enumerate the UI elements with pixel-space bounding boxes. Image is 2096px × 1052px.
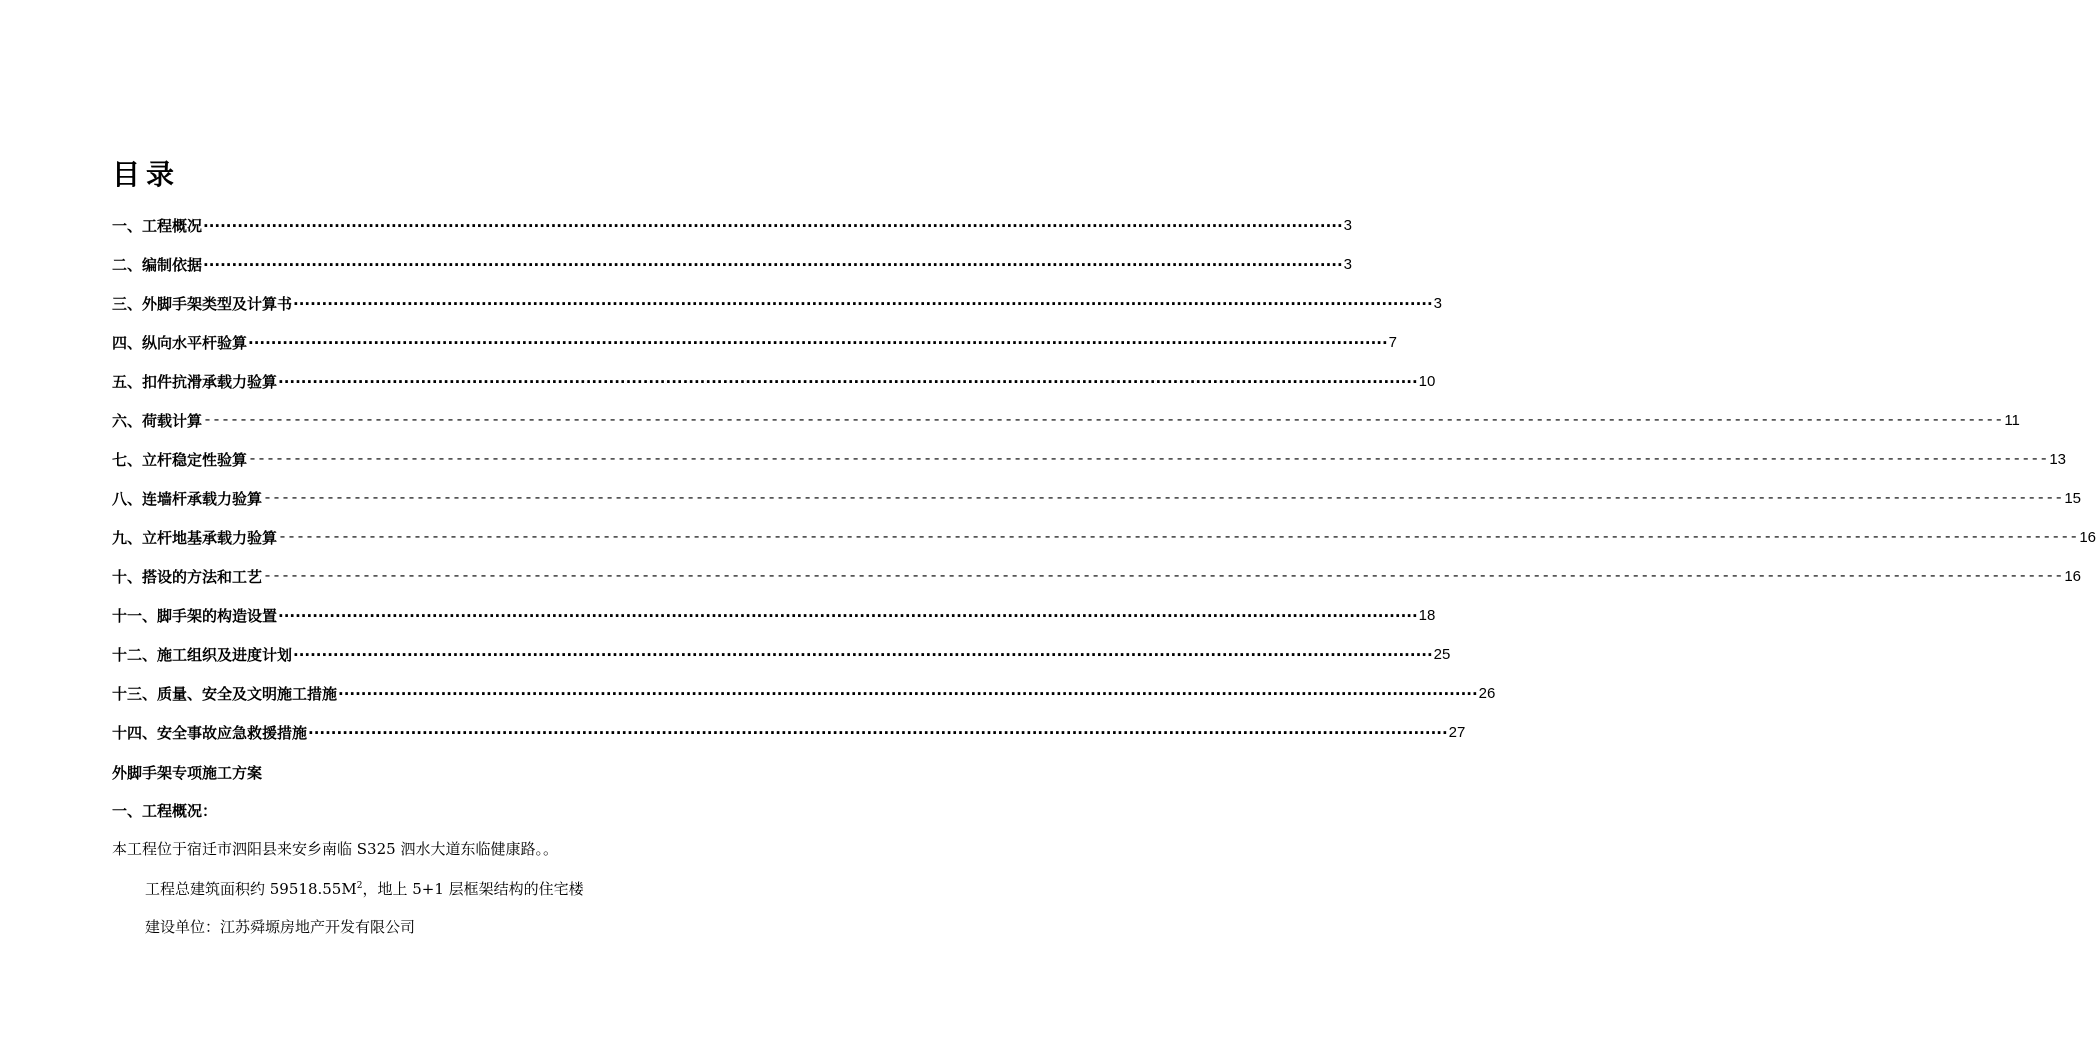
toc-entry[interactable] xyxy=(112,522,2096,548)
toc-leader: ········································································································································································································ xyxy=(308,724,1448,742)
toc-leader: ········································································································································································································ xyxy=(293,295,1433,313)
toc-entry-title: 十四、安全事故应急救援措施 xyxy=(112,724,308,742)
toc-entry-title: 十三、质量、安全及文明施工措施 xyxy=(112,685,338,703)
toc-entry-title: 四、纵向水平杆验算 xyxy=(112,334,248,352)
paragraph-location: 本工程位于宿迁市泗阳县来安乡南临 S325 泗水大道东临健康路。。 xyxy=(112,840,558,858)
toc-page-number: 3 xyxy=(1343,217,1353,234)
toc-heading: 目录 xyxy=(112,158,181,191)
superscript-unit: 2 xyxy=(356,881,363,891)
toc-entry[interactable] xyxy=(112,717,1466,743)
toc-leader: ········································································································································································································ xyxy=(203,256,1343,274)
toc-entry-title: 十、搭设的方法和工艺 xyxy=(112,568,263,586)
toc-entry[interactable] xyxy=(112,639,1451,665)
toc-page-number: 25 xyxy=(1433,646,1451,663)
paragraph-area-prefix: 工程总建筑面积约 59518.55M xyxy=(145,880,357,898)
toc-leader: ········································································································································································································ xyxy=(278,607,1418,625)
toc-leader: ········································································································································································································ xyxy=(293,646,1433,664)
toc-leader: -------------------------------------------------------------------------------------------------------------------------------------------------------------------------------------------------------- xyxy=(248,451,2049,468)
paragraph-builder: 建设单位：江苏舜塬房地产开发有限公司 xyxy=(145,918,416,936)
toc-entry-title: 三、外脚手架类型及计算书 xyxy=(112,295,293,313)
toc-entry-title: 五、扣件抗滑承载力验算 xyxy=(112,373,278,391)
toc-entry-title: 八、连墙杆承载力验算 xyxy=(112,490,263,508)
toc-entry[interactable] xyxy=(112,366,1436,392)
toc-entry-title: 十一、脚手架的构造设置 xyxy=(112,607,278,625)
toc-entry[interactable] xyxy=(112,483,2081,509)
toc-entry[interactable] xyxy=(112,678,1496,704)
toc-page-number: 10 xyxy=(1418,373,1436,390)
toc-entry[interactable] xyxy=(112,327,1398,353)
toc-leader: ········································································································································································································ xyxy=(248,334,1388,352)
toc-leader: ········································································································································································································ xyxy=(278,373,1418,391)
toc-entry-title: 二、编制依据 xyxy=(112,256,203,274)
toc-page-number: 3 xyxy=(1343,256,1353,273)
document-title: 外脚手架专项施工方案 xyxy=(112,764,263,782)
toc-page-number: 26 xyxy=(1478,685,1496,702)
toc-page-number: 16 xyxy=(2064,568,2081,585)
toc-page-number: 18 xyxy=(1418,607,1436,624)
toc-entry[interactable] xyxy=(112,288,1443,314)
section-heading-overview: 一、工程概况： xyxy=(112,802,218,820)
toc-entry-title: 七、立杆稳定性验算 xyxy=(112,451,248,469)
toc-page-number: 3 xyxy=(1433,295,1443,312)
toc-entry-title: 一、工程概况 xyxy=(112,217,203,235)
toc-leader: ········································································································································································································ xyxy=(203,217,1343,235)
toc-page-number: 15 xyxy=(2064,490,2081,507)
paragraph-area-suffix: ，地上 5+1 层框架结构的住宅楼 xyxy=(362,880,584,898)
toc-page-number: 7 xyxy=(1388,334,1398,351)
toc-leader: -------------------------------------------------------------------------------------------------------------------------------------------------------------------------------------------------------- xyxy=(263,568,2064,585)
toc-entry-title: 六、荷载计算 xyxy=(112,412,203,430)
toc-entry[interactable] xyxy=(112,600,1436,626)
toc-entry-title: 十二、施工组织及进度计划 xyxy=(112,646,293,664)
toc-page-number: 11 xyxy=(2004,412,2020,429)
toc-entry[interactable] xyxy=(112,405,2020,431)
toc-leader: -------------------------------------------------------------------------------------------------------------------------------------------------------------------------------------------------------- xyxy=(278,529,2079,546)
toc-leader: -------------------------------------------------------------------------------------------------------------------------------------------------------------------------------------------------------- xyxy=(203,412,2004,429)
toc-entry[interactable] xyxy=(112,249,1353,275)
toc-entry[interactable] xyxy=(112,561,2081,587)
toc-entry[interactable] xyxy=(112,444,2066,470)
toc-leader: ········································································································································································································ xyxy=(338,685,1478,703)
paragraph-area xyxy=(145,878,584,900)
toc-leader: -------------------------------------------------------------------------------------------------------------------------------------------------------------------------------------------------------- xyxy=(263,490,2064,507)
toc-entry-title: 九、立杆地基承载力验算 xyxy=(112,529,278,547)
toc-page-number: 13 xyxy=(2049,451,2066,468)
toc-page-number: 16 xyxy=(2079,529,2096,546)
toc-page-number: 27 xyxy=(1448,724,1466,741)
toc-entry[interactable] xyxy=(112,210,1353,236)
